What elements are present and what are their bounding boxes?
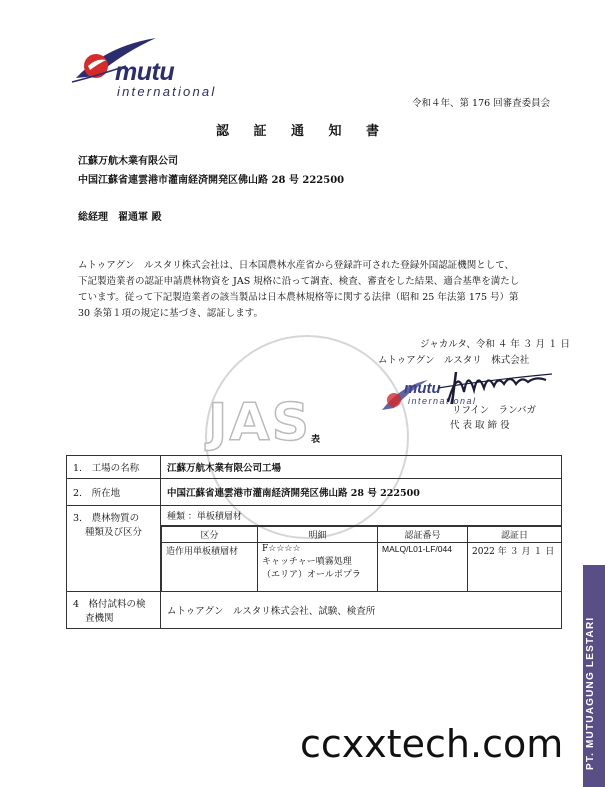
product-type-label	[67, 506, 161, 592]
cert-number-value: MALQ/L01-LF/044	[378, 543, 468, 592]
signer-name: リフイン ランバガ	[452, 405, 536, 416]
inspection-body-label	[67, 592, 161, 629]
signer-title: 代 表 取 締 役	[450, 420, 510, 431]
location-value: 中国江蘇省連雲港市灌南経済開発区佛山路 28 号 222500	[161, 479, 562, 506]
stamp-logo-text: mutu	[404, 380, 441, 397]
body-line: ムトゥアグン ルスタリ株式会社は、日本国農林水産省から登録許可された登録外国認証機関として、	[78, 260, 515, 271]
cert-date-value: 2022 年 ３ 月 １ 日	[468, 543, 562, 592]
body-line: 下記製造業者の認証申請農林物資を JAS 規格に沿って調査、検査、審査をした結果、適合基準を満たし	[78, 276, 520, 287]
factory-name-value: 江蘇万航木業有限公司工場	[161, 456, 562, 479]
location-label: 2. 所在地	[67, 479, 161, 506]
recipient: 総経理 翟通軍 殿	[78, 212, 162, 223]
meeting-reference: 令和４年、第 176 回審査委員会	[412, 98, 551, 109]
table-row	[67, 592, 562, 629]
attachment-label: 表	[311, 435, 321, 445]
detail-line: （エリア）オールポプラ	[262, 570, 361, 580]
issuer-name: ムトゥアグン ルスタリ 株式会社	[378, 355, 530, 366]
inspection-body-label-line: 査機関	[85, 613, 114, 624]
header-detail: 明細	[258, 527, 378, 543]
stamp-logo-subtitle: international	[408, 396, 477, 406]
company-name: 江蘇万航木業有限公司	[78, 156, 178, 167]
inspection-body-value: ムトゥアグン ルスタリ株式会社、試験、検査所	[161, 592, 562, 629]
kubun-value: 造作用単板積層材	[162, 543, 258, 592]
table-row	[67, 456, 562, 479]
product-type-cell	[161, 506, 562, 592]
place-date: ジャカルタ、令和 ４ 年 ３ 月 １ 日	[420, 339, 570, 350]
header-cert-number: 認証番号	[378, 527, 468, 543]
table-row	[67, 506, 562, 592]
product-type-label-line: 3. 農林物質の	[73, 513, 140, 524]
product-detail-table	[161, 526, 561, 591]
product-type-line: 種類 ：単板積層材	[161, 506, 561, 526]
header-kubun: 区分	[162, 527, 258, 543]
document-title: 認 証 通 知 書	[215, 124, 390, 139]
signature-icon	[428, 362, 558, 407]
detail-value	[258, 543, 378, 592]
table-row	[162, 543, 562, 592]
logo-subtitle: international	[117, 84, 217, 99]
body-paragraph	[78, 258, 560, 322]
body-line: ています。従って下記製造業者の該当製品は日本農林規格等に関する法律（昭和 25 年法第 175 号）第	[78, 292, 519, 303]
header-cert-date: 認証日	[468, 527, 562, 543]
table-header-row	[162, 527, 562, 543]
product-type-label-line: 種類及び区分	[85, 527, 143, 538]
company-address: 中国江蘇省連雲港市灌南経済開発区佛山路 28 号 222500	[78, 175, 345, 186]
table-row	[67, 479, 562, 506]
jas-mark: JAS	[208, 393, 312, 453]
detail-line: キャッチャー噴霧処理	[262, 557, 352, 567]
factory-name-label: 1. 工場の名称	[67, 456, 161, 479]
body-line: 30 条第１項の規定に基づき、認証します。	[78, 308, 263, 319]
inspection-body-label-line: 4 格付試料の検	[73, 599, 146, 610]
watermark-text: ccxxtech.com	[300, 722, 564, 766]
certification-table	[66, 455, 562, 629]
side-banner-text: PT. MUTUAGUNG LESTARI	[585, 616, 596, 770]
logo-text: mutu	[115, 58, 175, 86]
detail-line: F☆☆☆☆	[262, 544, 301, 554]
